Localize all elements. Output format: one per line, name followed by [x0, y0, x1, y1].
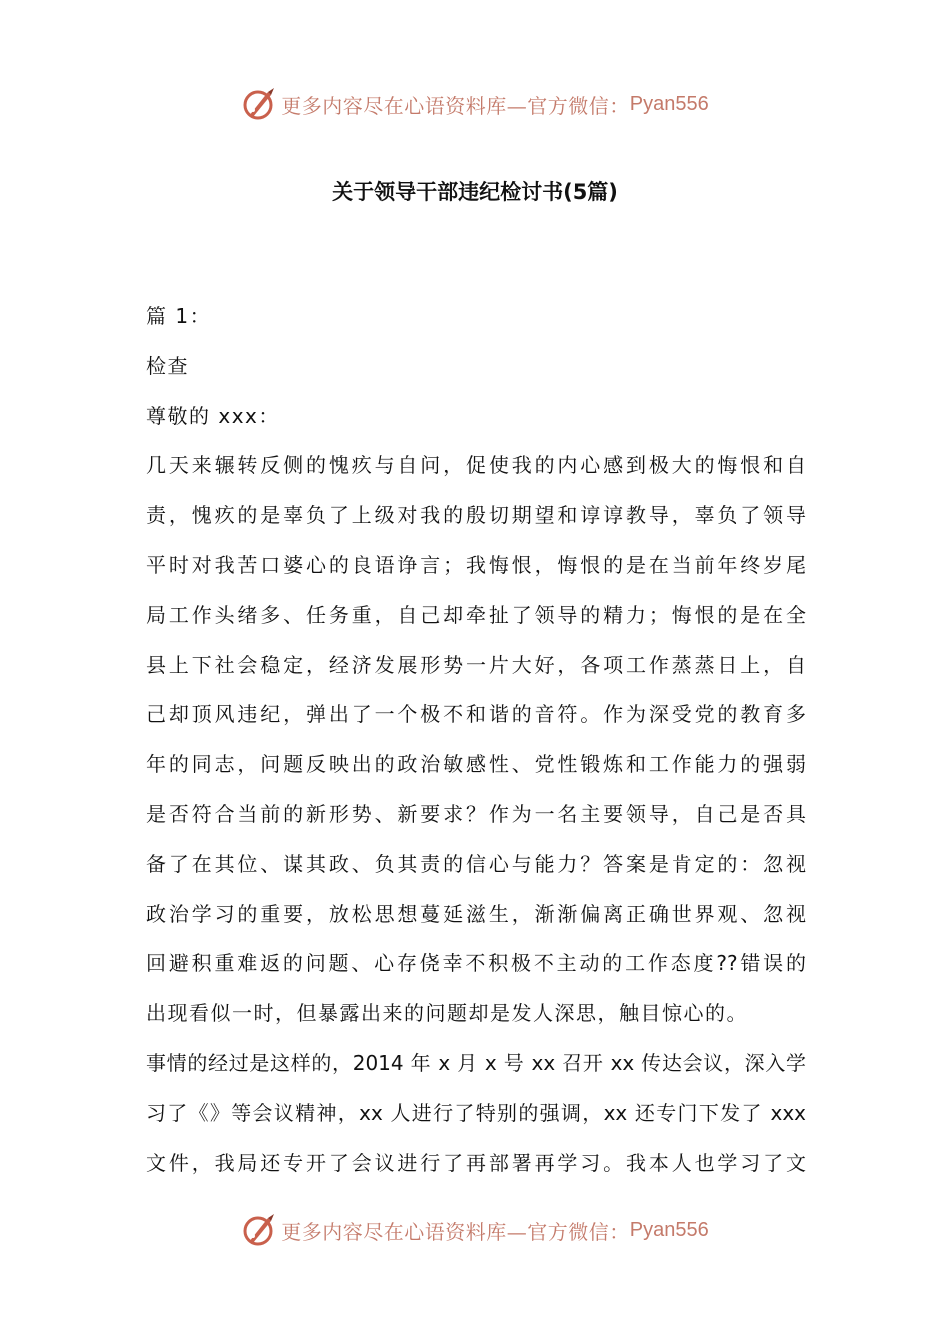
- letter-subject: 检查: [146, 353, 189, 378]
- header-watermark: [0, 82, 950, 126]
- document-title: 关于领导干部违纪检讨书(5篇): [332, 180, 618, 204]
- body-line: 局工作头绪多、任务重，自己却牵扯了领导的精力；悔恨的是在全: [146, 602, 806, 627]
- body-line: 事情的经过是这样的，2014 年 x 月 x 号 xx 召开 xx 传达会议，深入学: [146, 1050, 806, 1075]
- footer-watermark: [0, 1208, 950, 1252]
- body-line: 平时对我苦口婆心的良语诤言；我悔恨，悔恨的是在当前年终岁尾: [146, 552, 806, 577]
- body-line: 政治学习的重要，放松思想蔓延滋生，渐渐偏离正确世界观、忽视: [146, 901, 806, 926]
- document-body: [146, 298, 806, 1194]
- body-line: 己却顶风违纪，弹出了一个极不和谐的音符。作为深受党的教育多: [146, 702, 806, 727]
- watermark-text: 更多内容尽在心语资料库—官方微信：: [281, 1219, 630, 1244]
- salutation: 尊敬的 xxx：: [146, 403, 280, 428]
- watermark-text: 更多内容尽在心语资料库—官方微信：: [281, 93, 630, 118]
- body-line: 习了《》等会议精神，xx 人进行了特别的强调，xx 还专门下发了 xxx: [146, 1100, 806, 1125]
- watermark-wechat-id: Pyan556: [629, 1218, 709, 1241]
- body-line: 责，愧疚的是辜负了上级对我的殷切期望和谆谆教导，辜负了领导: [146, 503, 806, 528]
- body-line: 几天来辗转反侧的愧疚与自问，促使我的内心感到极大的悔恨和自: [146, 453, 806, 478]
- body-line: 文件，我局还专开了会议进行了再部署再学习。我本人也学习了文: [146, 1150, 806, 1175]
- quill-pen-icon: [241, 86, 277, 122]
- section-heading: 篇 1：: [146, 304, 212, 328]
- body-line: 年的同志，问题反映出的政治敏感性、党性锻炼和工作能力的强弱: [146, 752, 806, 777]
- quill-pen-icon: [241, 1212, 277, 1248]
- body-line: 出现看似一时，但暴露出来的问题却是发人深思，触目惊心的。: [146, 1001, 748, 1026]
- body-line: 县上下社会稳定，经济发展形势一片大好，各项工作蒸蒸日上，自: [146, 652, 806, 677]
- body-line: 是否符合当前的新形势、新要求？作为一名主要领导，自己是否具: [146, 801, 806, 826]
- body-line: 备了在其位、谋其政、负其责的信心与能力？答案是肯定的：忽视: [146, 851, 806, 876]
- body-line: 回避积重难返的问题、心存侥幸不积极不主动的工作态度??错误的: [146, 951, 806, 976]
- watermark-wechat-id: Pyan556: [629, 92, 709, 115]
